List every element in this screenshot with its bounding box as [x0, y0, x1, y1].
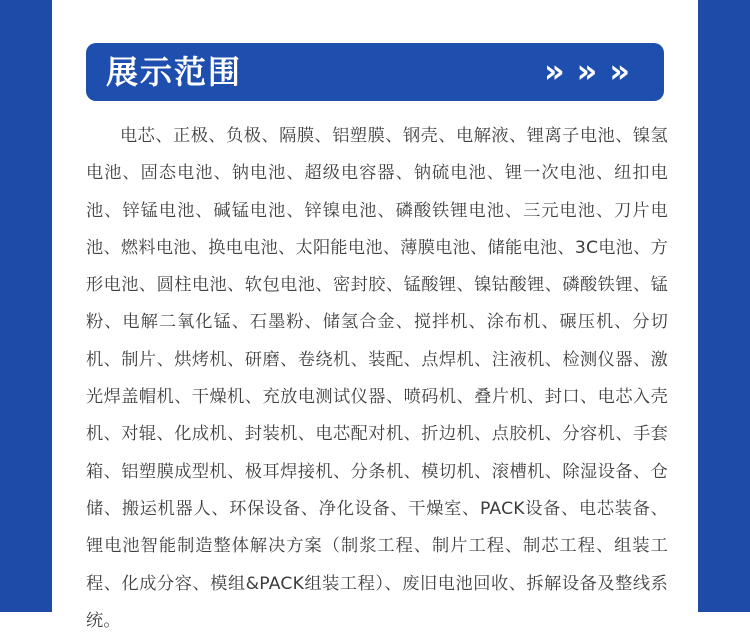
chevron-right-icon: »»» — [543, 52, 642, 90]
section-title: 展示范围 — [106, 53, 243, 91]
section-header — [86, 43, 664, 101]
exhibition-scope-text: 电芯、正极、负极、隔膜、铝塑膜、钢壳、电解液、锂离子电池、镍氢电池、固态电池、钠电池、超级电容器、钠硫电池、锂一次电池、纽扣电池、锌锰电池、碱锰电池、锌镍电池、磷酸铁锂电池、三元电池、刀片电池、燃料电池、换电电池、太阳能电池、薄膜电池、储能电池、3C电池、方形电池、圆柱电池、软包电池、密封胶、锰酸锂、镍钴酸锂、磷酸铁锂、锰粉、电解二氧化锰、石墨粉、储氢合金、搅拌机、涂布机、碾压机、分切机、制片、烘烤机、研磨、卷绕机、装配、点焊机、注液机、检测仪器、激光焊盖帽机、干燥机、充放电测试仪器、喷码机、叠片机、封口、电芯入壳机、对辊、化成机、封装机、电芯配对机、折边机、点胶机、分容机、手套箱、铝塑膜成型机、极耳焊接机、分条机、模切机、滚槽机、除湿设备、仓储、搬运机器人、环保设备、净化设备、干燥室、PACK设备、电芯装备、锂电池智能制造整体解决方案（制浆工程、制片工程、制芯工程、组装工程、化成分容、模组&PACK组装工程）、废旧电池回收、拆解设备及整线系统。 — [86, 126, 668, 631]
left-blue-border — [0, 0, 52, 612]
right-blue-border — [698, 0, 750, 612]
